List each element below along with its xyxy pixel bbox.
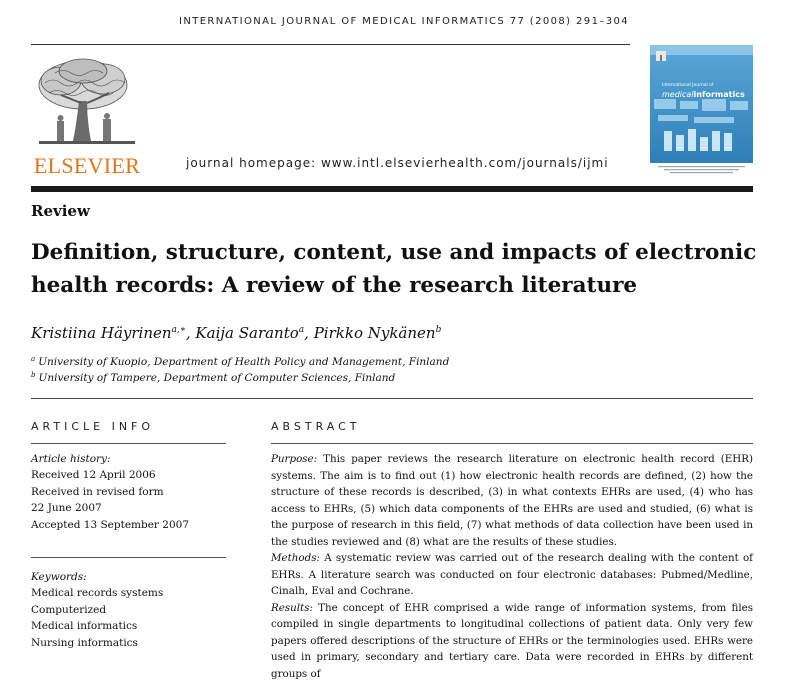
header-divider (31, 44, 630, 45)
article-history (31, 451, 231, 533)
author-affiliation-mark[interactable]: a,∗ (172, 325, 186, 335)
keyword-item[interactable]: Nursing informatics (31, 635, 231, 651)
author-name[interactable]: Kristiina Häyrinen (31, 324, 172, 342)
article-info-heading: ARTICLE INFO (31, 420, 154, 433)
history-item: 22 June 2007 (31, 500, 231, 516)
abstract-results (271, 600, 753, 682)
affiliation-text: University of Kuopio, Department of Health Policy and Management, Finland (38, 356, 449, 368)
keywords (31, 569, 231, 651)
keywords-rule (31, 557, 226, 558)
abstract-results-text: The concept of EHR comprised a wide range of information systems, from files compiled in single departments to longitudinal collections of patient data. Only very few papers offered descriptions of the structure of EHRs or the terminologies used. EHRs were used in primary, secondary and tertiary care. Data were recorded in EHRs by different groups of (271, 602, 753, 680)
keyword-item[interactable]: Medical informatics (31, 618, 231, 634)
article-title-line-1: Definition, structure, content, use and impacts of electronic (31, 236, 761, 269)
affiliation-mark: b (31, 371, 35, 379)
history-item: Accepted 13 September 2007 (31, 517, 231, 533)
abstract-body (271, 451, 753, 682)
affiliation-text: University of Tampere, Department of Computer Sciences, Finland (38, 372, 395, 384)
header-thick-rule (31, 186, 753, 192)
journal-homepage-link[interactable]: journal homepage: www.intl.elsevierhealth.com/journals/ijmi (186, 156, 609, 170)
affiliation (31, 355, 449, 368)
history-item: Received in revised form (31, 484, 231, 500)
author-name[interactable]: Kaija Saranto (195, 324, 298, 342)
abstract-rule (271, 443, 753, 444)
journal-cover-image[interactable] (650, 45, 753, 175)
article-type-label: Review (31, 202, 90, 220)
abstract-results-label: Results: (271, 602, 313, 614)
publisher-logo[interactable] (31, 55, 143, 179)
cover-title-a: medical (662, 90, 694, 99)
article-history-label: Article history: (31, 451, 231, 467)
abstract-purpose-text: This paper reviews the research literature on electronic health record (EHR) systems. The aim is to find out (1) how electronic health records are defined, (2) how the structure of these records is described, (3) in what contexts EHRs are used, (4) who has access to EHRs, (5) which data components of the EHRs are used and studied, (6) what is the purpose of research in this field, (7) what methods of data collection have been used in the studies reviewed and (8) what are the results of these studies. (271, 453, 753, 548)
author-name[interactable]: Pirkko Nykänen (314, 324, 436, 342)
abstract-purpose-label: Purpose: (271, 453, 317, 465)
section-divider (31, 398, 753, 399)
author-affiliation-mark[interactable]: b (436, 325, 442, 335)
keyword-item[interactable]: Medical records systems (31, 585, 231, 601)
cover-title-b: informatics (694, 90, 745, 99)
abstract-methods-text: A systematic review was carried out of the research dealing with the content of EHRs. A literature search was conducted on four electronic databases: Pubmed/Medline, Cinalh, Eval and Cochrane. (271, 552, 753, 597)
affiliation-mark: a (31, 355, 35, 363)
journal-citation-line: INTERNATIONAL JOURNAL OF MEDICAL INFORMATICS 77 (2008) 291–304 (0, 16, 808, 27)
article-title-line-2: health records: A review of the research literature (31, 269, 761, 302)
article-title (31, 236, 761, 302)
abstract-methods-label: Methods: (271, 552, 320, 564)
elsevier-wordmark: ELSEVIER (31, 153, 143, 179)
abstract-purpose (271, 451, 753, 550)
affiliation (31, 371, 395, 384)
author-list: Kristiina Häyrinen$^{a,∗}$, Kaija Saranto$^a$, Pirkko Nykänen$^b$ (31, 324, 441, 342)
elsevier-tree-icon (31, 55, 143, 151)
abstract-heading: ABSTRACT (271, 420, 361, 433)
cover-title-main (662, 90, 752, 99)
keywords-label: Keywords: (31, 569, 231, 585)
keyword-item[interactable]: Computerized (31, 602, 231, 618)
cover-title (662, 81, 752, 99)
cover-title-prefix: International Journal of (662, 81, 752, 90)
abstract-methods (271, 550, 753, 600)
author-affiliation-mark[interactable]: a (299, 325, 304, 335)
article-info-rule (31, 443, 226, 444)
history-item: Received 12 April 2006 (31, 467, 231, 483)
